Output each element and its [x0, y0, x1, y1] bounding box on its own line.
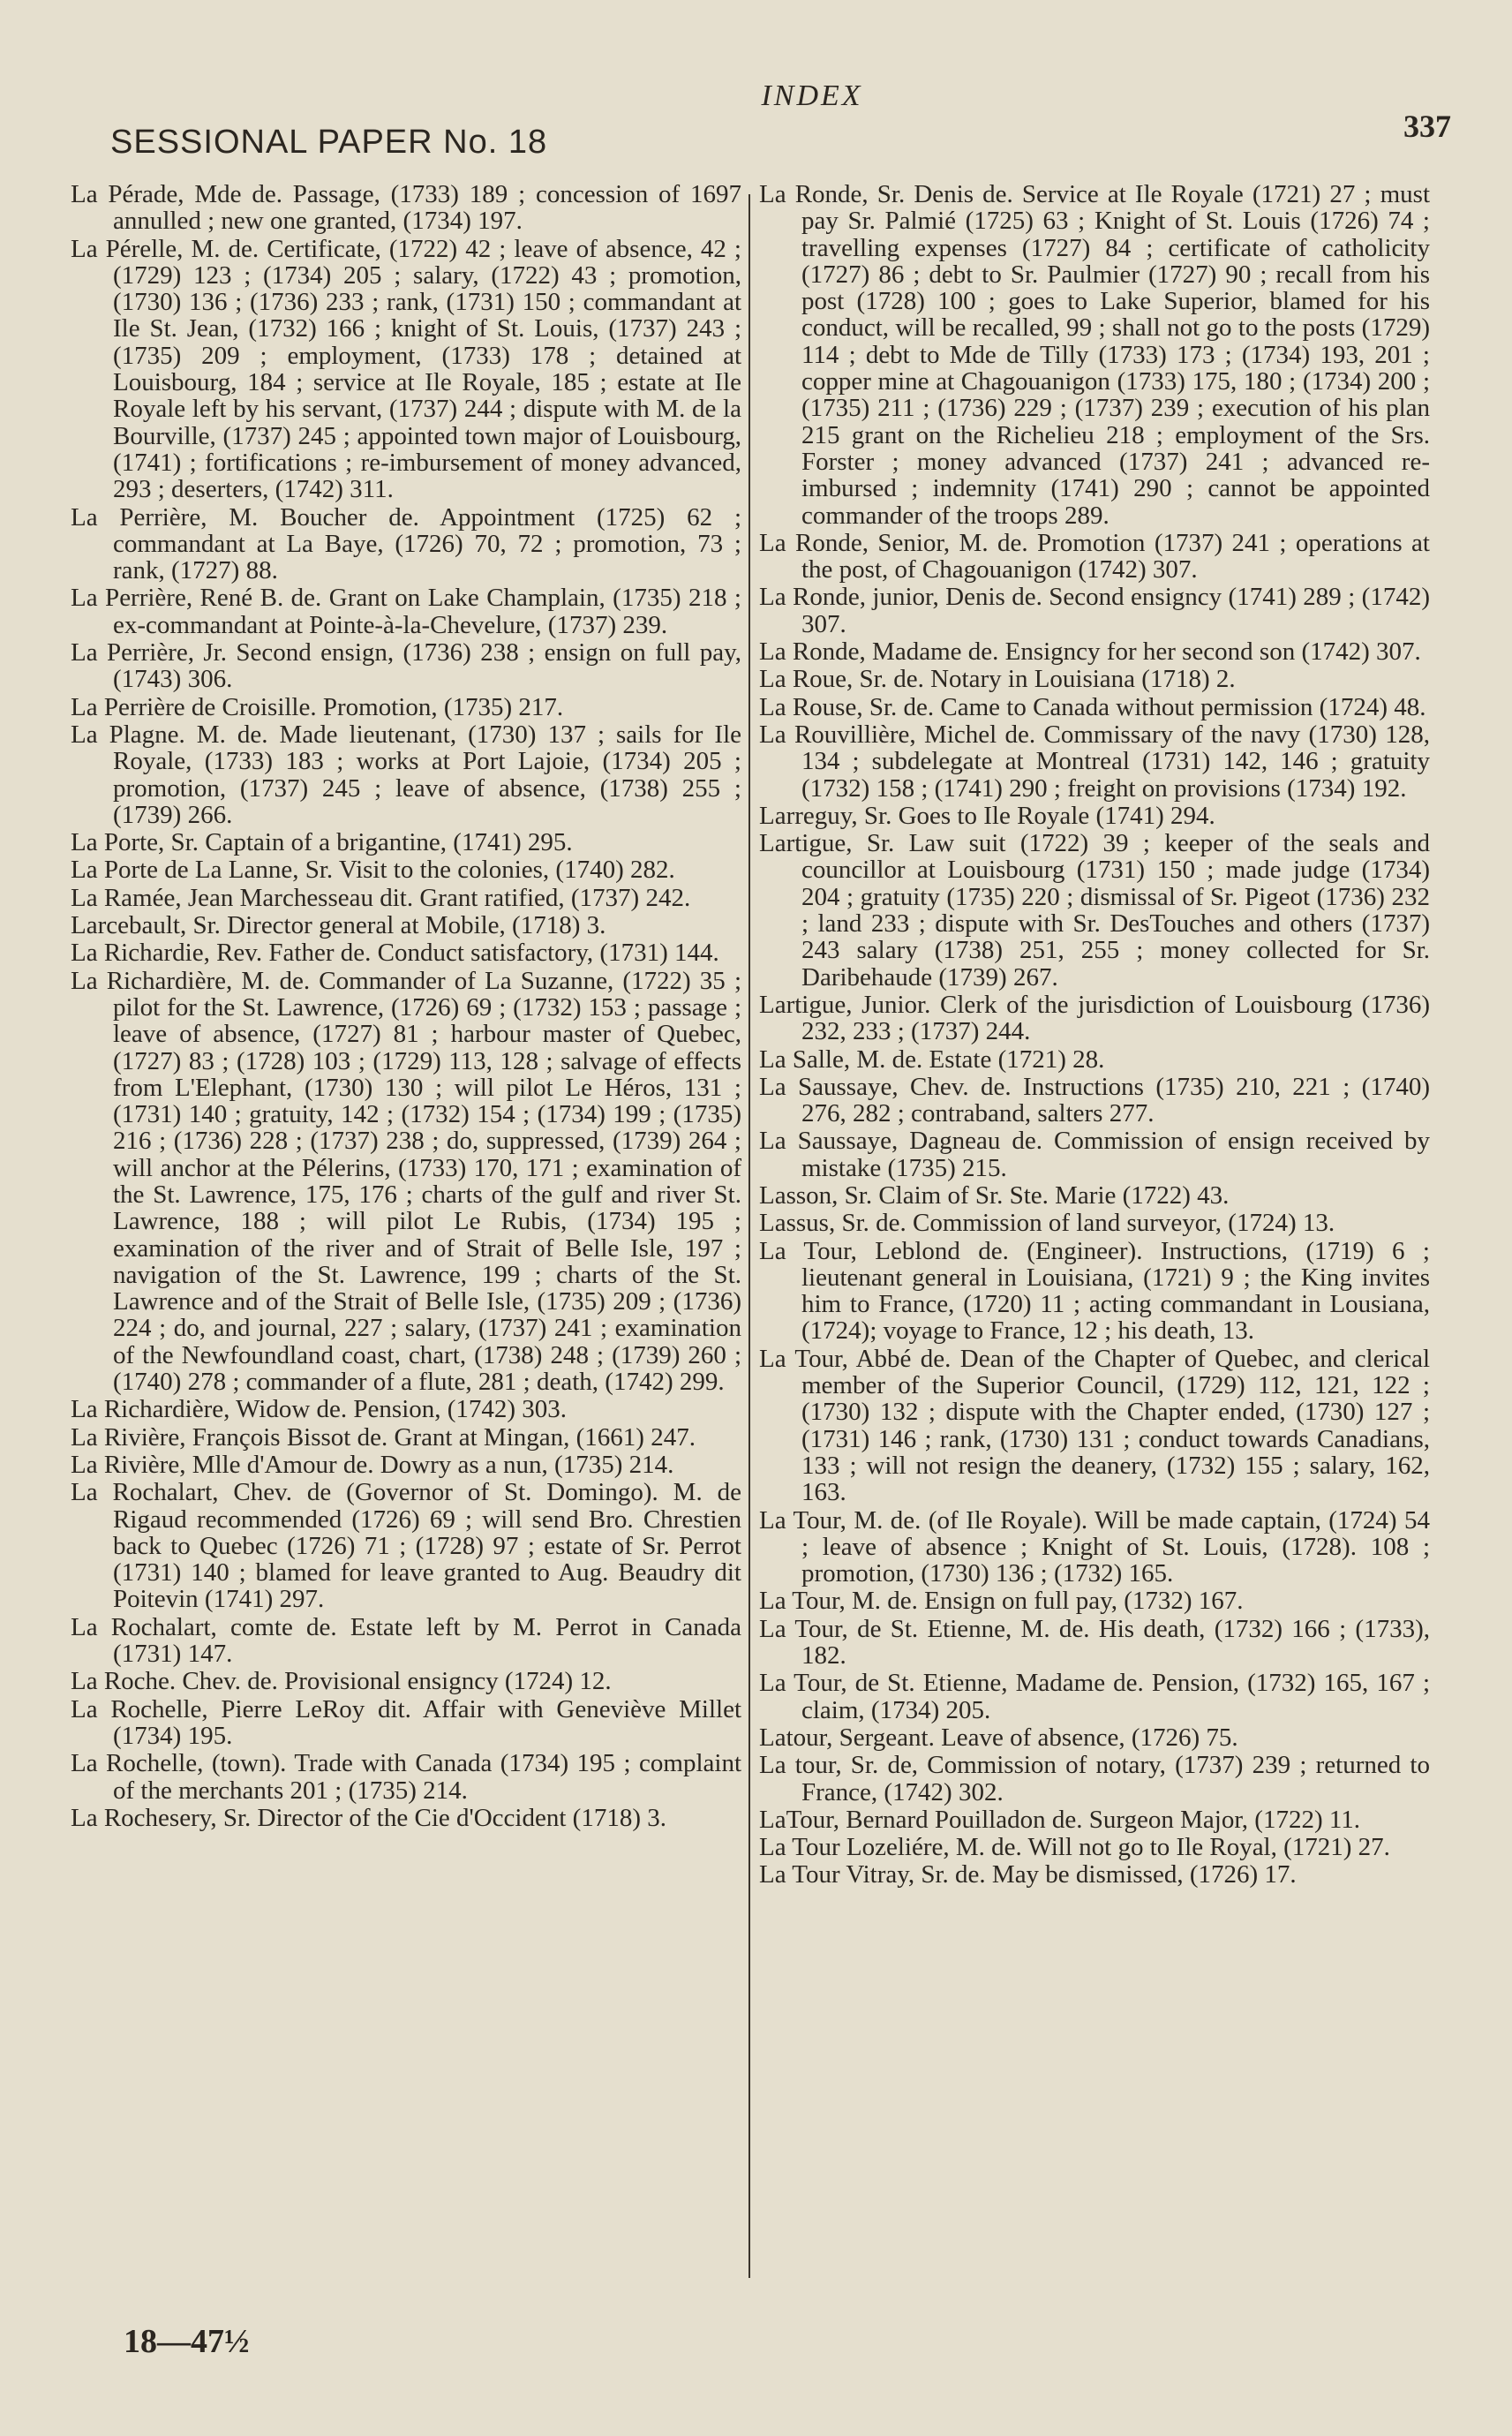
index-entry: La Tour, Leblond de. (Engineer). Instructions, (1719) 6 ; lieutenant general in Louisiana, (1721) 9 ; the King invites him to France, (1720) 11 ; acting commandant in Lousiana, (1724); voyage to France, 12 ; his death, 13. [759, 1236, 1430, 1346]
index-entry: La Perrière, M. Boucher de. Appointment (1725) 62 ; commandant at La Baye, (1726) 70, 72 ; promotion, 73 ; rank, (1727) 88. [71, 502, 741, 585]
index-entry: La Ramée, Jean Marchesseau dit. Grant ratified, (1737) 242. [71, 883, 691, 912]
page-number: 337 [1403, 109, 1451, 144]
index-entry: Latour, Sergeant. Leave of absence, (1726) 75. [759, 1723, 1238, 1752]
index-entry: La Tour, M. de. Ensign on full pay, (1732) 167. [759, 1587, 1244, 1616]
index-entry: La Rivière, François Bissot de. Grant at Mingan, (1661) 247. [71, 1422, 696, 1452]
index-entry: La Pérelle, M. de. Certificate, (1722) 42 ; leave of absence, 42 ; (1729) 123 ; (1734) 205 ; salary, (1722) 43 ; promotion, (1730) 136 ; (1736) 233 ; rank, (1731) 150 ; commandant at Ile St. Jean, (1732) 166 ; knight of St. Louis, (1737) 243 ; (1735) 209 ; employment, (1733) 178 ; detained at Louisbourg, 184 ; service at Ile Royale, 185 ; estate at Ile Royale left by his servant, (1737) 244 ; dispute with M. de la Bourville, (1737) 245 ; appointed town major of Louisbourg, (1741) ; fortifications ; re-imbursement of money advanced, 293 ; deserters, (1742) 311. [71, 234, 741, 504]
index-entry: La Richardière, M. de. Commander of La Suzanne, (1722) 35 ; pilot for the St. Lawrence, (1726) 69 ; (1732) 153 ; passage ; leave of absence, (1727) 81 ; harbour master of Quebec, (1727) 83 ; (1728) 103 ; (1729) 113, 128 ; salvage of effects from L'Elephant, (1730) 130 ; will pilot Le Héros, 131 ; (1731) 140 ; gratuity, 142 ; (1732) 154 ; (1734) 199 ; (1735) 216 ; (1736) 228 ; (1737) 238 ; do, suppressed, (1739) 264 ; will anchor at the Pélerins, (1733) 170, 171 ; examination of the St. Lawrence, 175, 176 ; charts of the gulf and river St. Lawrence, 188 ; will pilot Le Rubis, (1734) 195 ; examination of the river and of Strait of Belle Isle, 197 ; navigation of the St. Lawrence, 199 ; charts of the St. Lawrence and of the Strait of Belle Isle, (1735) 209 ; (1736) 224 ; do, and journal, 227 ; salary, (1737) 241 ; examination of the Newfoundland coast, chart, (1738) 248 ; (1739) 260 ; (1740) 278 ; commander of a flute, 281 ; death, (1742) 299. [71, 966, 741, 1397]
index-entry: LaTour, Bernard Pouilladon de. Surgeon Major, (1722) 11. [759, 1805, 1361, 1834]
index-entry: La Roche. Chev. de. Provisional ensigncy (1724) 12. [71, 1667, 612, 1696]
index-entry: La Rochelle, (town). Trade with Canada (1734) 195 ; complaint of the merchants 201 ; (1735) 214. [71, 1749, 741, 1805]
index-entry: La Ronde, Sr. Denis de. Service at Ile Royale (1721) 27 ; must pay Sr. Palmié (1725) 63 ; Knight of St. Louis (1726) 74 ; travelling expenses (1727) 84 ; certificate of catholicity (1727) 86 ; debt to Sr. Paulmier (1727) 90 ; recall from his post (1728) 100 ; goes to Lake Superior, blamed for his conduct, will be recalled, 99 ; shall not go to the posts (1729) 114 ; debt to Mde de Tilly (1733) 173 ; (1734) 193, 201 ; copper mine at Chagouanigon (1733) 175, 180 ; (1734) 200 ; (1735) 211 ; (1736) 229 ; (1737) 239 ; execution of his plan 215 grant on the Richelieu 218 ; employment of the Srs. Forster ; money advanced (1737) 241 ; advanced re-imbursed ; indemnity (1741) 290 ; cannot be appointed commander of the troops 289. [759, 180, 1430, 530]
index-entry: La Ronde, Senior, M. de. Promotion (1737) 241 ; operations at the post, of Chagouanigon (1742) 307. [759, 528, 1430, 584]
index-entry: La Rochalart, Chev. de (Governor of St. Domingo). M. de Rigaud recommended (1726) 69 ; will send Bro. Chrestien back to Quebec (1726) 71 ; (1728) 97 ; estate of Sr. Perrot (1731) 140 ; blamed for leave granted to Aug. Beaudry dit Poitevin (1741) 297. [71, 1478, 741, 1614]
index-entry: La Plagne. M. de. Made lieutenant, (1730) 137 ; sails for Ile Royale, (1733) 183 ; works at Port Lajoie, (1734) 205 ; promotion, (1737) 245 ; leave of absence, (1738) 255 ; (1739) 266. [71, 720, 741, 829]
index-entry: La Rochalart, comte de. Estate left by M. Perrot in Canada (1731) 147. [71, 1612, 741, 1669]
index-entry: La Tour, de St. Etienne, M. de. His death, (1732) 166 ; (1733), 182. [759, 1614, 1430, 1671]
index-entry: La Roue, Sr. de. Notary in Louisiana (1718) 2. [759, 665, 1236, 694]
index-entry: La Rouvillière, Michel de. Commissary of the navy (1730) 128, 134 ; subdelegate at Montreal (1731) 142, 146 ; gratuity (1732) 158 ; (1741) 290 ; freight on provisions (1734) 192. [759, 720, 1430, 803]
index-entry: La Tour, M. de. (of Ile Royale). Will be made captain, (1724) 54 ; leave of absence ; Knight of St. Louis, (1728). 108 ; promotion, (1730) 136 ; (1732) 165. [759, 1505, 1430, 1588]
index-entry: La tour, Sr. de, Commission of notary, (1737) 239 ; returned to France, (1742) 302. [759, 1751, 1430, 1806]
index-entry: La Rivière, Mlle d'Amour de. Dowry as a nun, (1735) 214. [71, 1450, 674, 1479]
index-entry: La Saussaye, Chev. de. Instructions (1735) 210, 221 ; (1740) 276, 282 ; contraband, salters 277. [759, 1072, 1430, 1128]
index-entry: La Salle, M. de. Estate (1721) 28. [759, 1045, 1105, 1074]
index-entry: La Perrière, Jr. Second ensign, (1736) 238 ; ensign on full pay, (1743) 306. [71, 638, 741, 694]
index-entry: Lasson, Sr. Claim of Sr. Ste. Marie (1722) 43. [759, 1180, 1230, 1210]
index-entry: La Rochelle, Pierre LeRoy dit. Affair with Geneviève Millet (1734) 195. [71, 1694, 741, 1750]
index-entry: Lartigue, Junior. Clerk of the jurisdiction of Louisbourg (1736) 232, 233 ; (1737) 244. [759, 990, 1430, 1046]
index-entry: La Richardière, Widow de. Pension, (1742) 303. [71, 1395, 568, 1424]
index-entry: La Porte, Sr. Captain of a brigantine, (1741) 295. [71, 828, 573, 857]
index-entry: La Rouse, Sr. de. Came to Canada without permission (1724) 48. [759, 692, 1426, 721]
index-entry: La Tour Vitray, Sr. de. May be dismissed, (1726) 17. [759, 1860, 1297, 1889]
index-entry: Larreguy, Sr. Goes to Ile Royale (1741) 294. [759, 801, 1215, 830]
index-entry: La Pérade, Mde de. Passage, (1733) 189 ; concession of 1697 annulled ; new one granted, (1734) 197. [71, 180, 741, 236]
right-index-column [759, 181, 1430, 1889]
index-entry: La Tour, de St. Etienne, Madame de. Pension, (1732) 165, 167 ; claim, (1734) 205. [759, 1669, 1430, 1724]
sessional-paper-heading: SESSIONAL PAPER No. 18 [110, 124, 548, 161]
index-title: INDEX [761, 79, 863, 112]
index-entry: Larcebault, Sr. Director general at Mobile, (1718) 3. [71, 911, 606, 940]
index-entry: La Ronde, junior, Denis de. Second ensigncy (1741) 289 ; (1742) 307. [759, 583, 1430, 638]
left-index-column [71, 181, 741, 1832]
index-entry: La Perrière de Croisille. Promotion, (1735) 217. [71, 692, 564, 721]
index-entry: Lartigue, Sr. Law suit (1722) 39 ; keeper of the seals and councillor at Louisbourg (1731) 150 ; made judge (1734) 204 ; gratuity (1735) 220 ; dismissal of Sr. Pigeot (1736) 232 ; land 233 ; dispute with Sr. DesTouches and others (1737) 243 salary (1738) 251, 255 ; money collected for Sr. Daribehaude (1739) 267. [759, 829, 1430, 992]
index-entry: La Tour, Abbé de. Dean of the Chapter of Quebec, and clerical member of the Superior Council, (1729) 112, 121, 122 ; (1730) 132 ; dispute with the Chapter ended, (1730) 127 ; (1731) 146 ; rank, (1730) 131 ; conduct towards Canadians, 133 ; will not resign the deanery, (1732) 155 ; salary, 162, 163. [759, 1344, 1430, 1507]
index-entry: La Ronde, Madame de. Ensigncy for her second son (1742) 307. [759, 637, 1421, 667]
index-entry: La Richardie, Rev. Father de. Conduct satisfactory, (1731) 144. [71, 939, 719, 968]
index-entry: La Porte de La Lanne, Sr. Visit to the colonies, (1740) 282. [71, 856, 675, 885]
printer-signature: 18—47½ [124, 2323, 250, 2360]
index-entry: La Perrière, René B. de. Grant on Lake Champlain, (1735) 218 ; ex-commandant at Pointe-à-la-Chevelure, (1737) 239. [71, 584, 741, 639]
index-entry: La Tour Lozeliére, M. de. Will not go to Ile Royal, (1721) 27. [759, 1833, 1390, 1862]
index-entry: La Rochesery, Sr. Director of the Cie d'Occident (1718) 3. [71, 1803, 666, 1832]
index-entry: Lassus, Sr. de. Commission of land surveyor, (1724) 13. [759, 1209, 1335, 1238]
column-divider [748, 194, 750, 2278]
index-entry: La Saussaye, Dagneau de. Commission of ensign received by mistake (1735) 215. [759, 1127, 1430, 1182]
